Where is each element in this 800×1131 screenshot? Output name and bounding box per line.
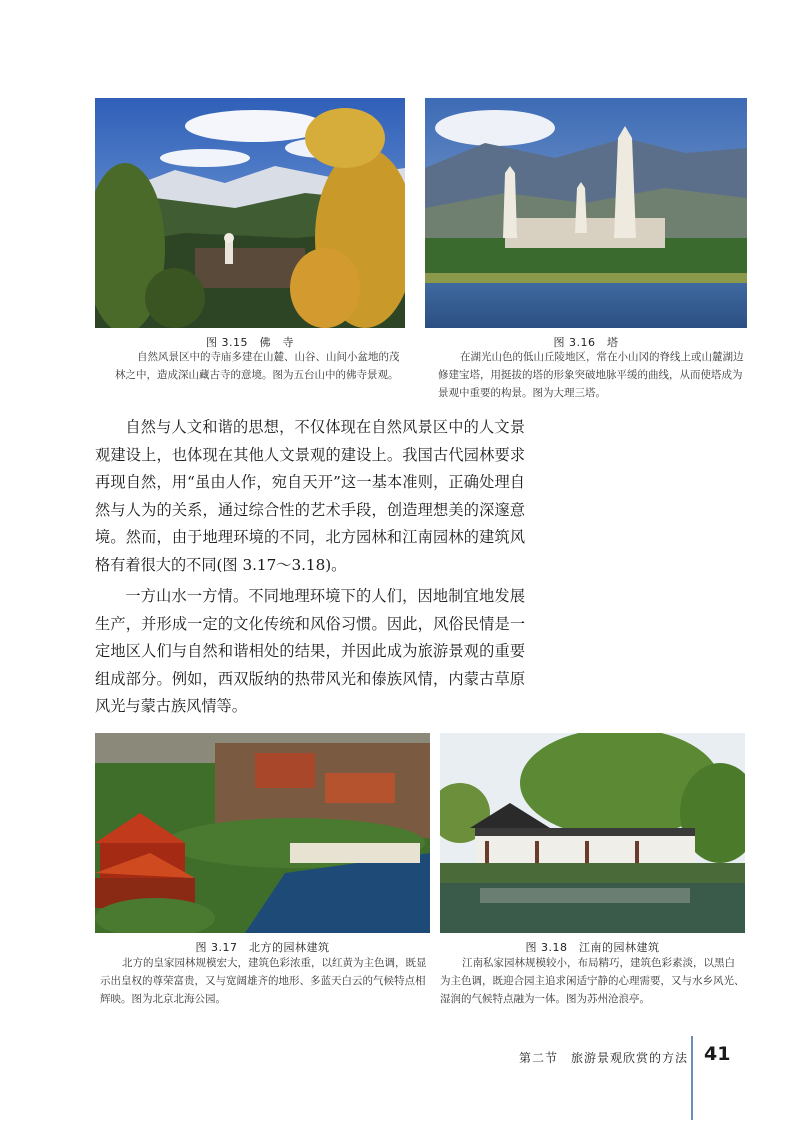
photo-buddhist-temple: [95, 98, 405, 328]
figure-3-16-caption: 在湖光山色的低山丘陵地区，常在小山冈的脊线上或山麓湖边修建宝塔，用挺拔的塔的形象突破地脉平缓的曲线，从而使塔成为景观中重要的构景。图为大理三塔。: [438, 351, 744, 399]
figure-3-15-title: 图 3.15 佛 寺: [206, 336, 294, 349]
paragraph-customs: 一方山水一方情。不同地理环境下的人们，因地制宜地发展生产，并形成一定的文化传统和风俗习惯。因此，风俗民情是一定地区人们与自然和谐相处的结果，并因此成为旅游景观的重要组成部分。例如，西双版纳的热带风光和傣族风情，内蒙古草原风光与蒙古族风情等。: [95, 587, 525, 716]
section-title: 第二节 旅游景观欣赏的方法: [518, 1051, 688, 1065]
footer-divider: [691, 1036, 693, 1120]
photo-northern-garden: [95, 733, 430, 933]
page-number: 41: [704, 1043, 731, 1065]
figure-3-16-title: 图 3.16 塔: [553, 336, 619, 349]
figure-3-15-caption: 自然风景区中的寺庙多建在山麓、山谷、山间小盆地的茂林之中，造成深山藏古寺的意境。图为五台山中的佛寺景观。: [115, 351, 400, 381]
figure-3-18-caption: 江南私家园林规模较小，布局精巧，建筑色彩素淡，以黑白为主色调，既迎合园主追求闲适宁静的心理需要，又与水乡风光、湿润的气候特点融为一体。图为苏州沧浪亭。: [440, 957, 745, 1005]
figure-3-17-caption: 北方的皇家园林规模宏大，建筑色彩浓重，以红黄为主色调，既显示出皇权的尊荣富贵，又与宽阔雄齐的地形、多蓝天白云的气候特点相辉映。图为北京北海公园。: [100, 957, 427, 1005]
figure-3-17-title: 图 3.17 北方的园林建筑: [195, 941, 330, 954]
photo-three-pagodas: [425, 98, 747, 328]
photo-southern-garden: [440, 733, 745, 933]
figure-3-18-title: 图 3.18 江南的园林建筑: [525, 941, 660, 954]
paragraph-nature-humanity: 自然与人文和谐的思想，不仅体现在自然风景区中的人文景观建设上，也体现在其他人文景观的建设上。我国古代园林要求再现自然，用“虽由人作，宛自天开”这一基本准则，正确处理自然与人为的关系，通过综合性的艺术手段，创造理想美的深邃意境。然而，由于地理环境的不同，北方园林和江南园林的建筑风格有着很大的不同(图 3.17～3.18)。: [95, 418, 525, 574]
